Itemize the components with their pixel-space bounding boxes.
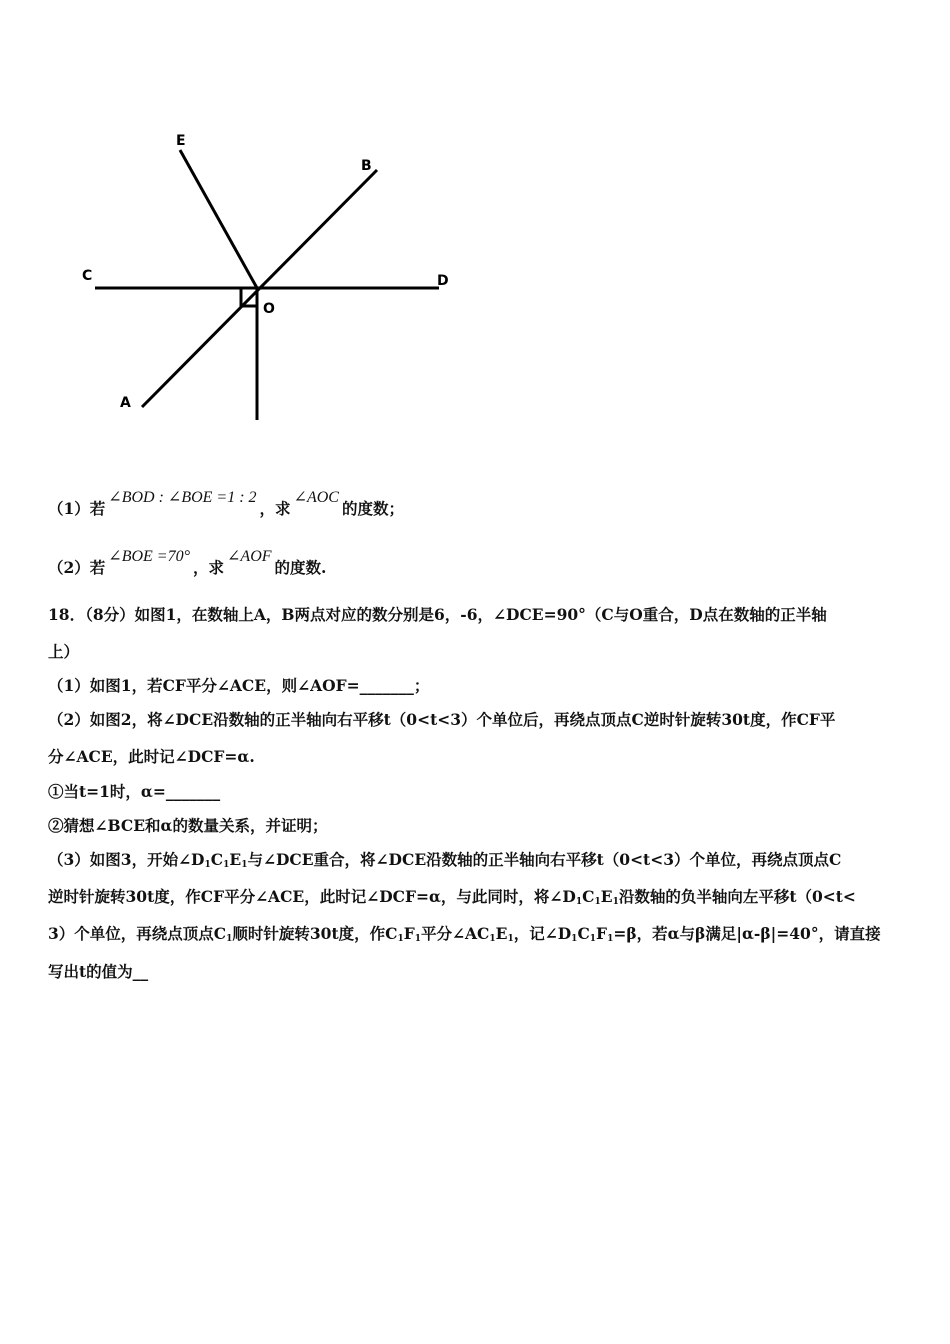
label-c: C [82, 268, 93, 284]
q18-line9-d: 沿数轴的负半轴向左平移t（0<t< [618, 887, 856, 906]
q18-line3: （1）如图1，若CF平分∠ACE，则∠AOF=_______； [48, 676, 430, 695]
q18-line10-h: F [596, 924, 608, 943]
q18-line10-i: =β，若α与β满足|α-β|=40°，请直接 [613, 924, 881, 943]
subscript: 1 [489, 934, 496, 944]
subscript: 1 [594, 897, 601, 907]
q17-part2 [48, 548, 327, 578]
q17-part1-prefix: （1）若 [48, 499, 106, 518]
q17-part1-mid: ，求 [259, 499, 291, 518]
q18-line10-f: ，记∠D [513, 924, 572, 943]
q18-line8-a: （3）如图3，开始∠D [48, 850, 205, 869]
subscript: 1 [575, 897, 583, 907]
subscript: 1 [612, 897, 619, 907]
subscript: 1 [414, 934, 422, 944]
subscript: 1 [589, 934, 597, 944]
label-b: B [361, 158, 372, 174]
label-o: O [263, 301, 275, 317]
q18-line4: （2）如图2，将∠DCE沿数轴的正半轴向右平移t（0<t<3）个单位后，再绕点顶点C逆时针旋转30t度，作CF平 [48, 710, 836, 729]
q17-part1-math1: ∠BOD : ∠BOE =1 : 2 [108, 489, 257, 506]
q17-part2-prefix: （2）若 [48, 558, 106, 577]
q18-line8-d: 与∠DCE重合，将∠DCE沿数轴的正半轴向右平移t（0<t<3）个单位，再绕点顶点C [247, 850, 842, 869]
label-d: D [437, 273, 449, 289]
subscript: 1 [507, 934, 514, 944]
subscript: 1 [241, 860, 248, 870]
q18-line10-b: 顺时针旋转30t度，作C [232, 924, 398, 943]
q18-line1: 18．（8分）如图1，在数轴上A，B两点对应的数分别是6，-6，∠DCE=90°（C与O重合，D点在数轴的正半轴 [48, 605, 827, 624]
subscript: 1 [607, 934, 614, 944]
subscript: 1 [571, 934, 578, 944]
q17-part2-math2: ∠AOF [227, 548, 272, 565]
q18-line8-b: C [210, 850, 224, 869]
subscript: 1 [226, 934, 233, 944]
subscript: 1 [204, 860, 211, 870]
q18-line6: ①当t=1时，α=_______ [48, 782, 221, 801]
q18-line9-b: C [582, 887, 595, 906]
q18-line10-d: 平分∠AC [421, 924, 490, 943]
q18-line10-a: 3）个单位，再绕点顶点C [48, 924, 227, 943]
q18-line9-a: 逆时针旋转30t度，作CF平分∠ACE，此时记∠DCF=α，与此同时，将∠D [48, 887, 576, 906]
q18-line8-c: E [229, 850, 242, 869]
q18-line11: 写出t的值为__ [48, 962, 149, 981]
q17-part1 [48, 489, 404, 519]
q17-part1-math2: ∠AOC [293, 489, 339, 506]
subscript: 1 [397, 934, 404, 944]
q18-line10-g: C [577, 924, 590, 943]
q17-part1-suffix: 的度数； [341, 499, 404, 518]
label-a: A [120, 395, 131, 411]
q17-part2-math1: ∠BOE =70° [108, 548, 190, 565]
q18-line9-c: E [600, 887, 613, 906]
geometry-figure [70, 125, 470, 430]
ray-oe [180, 150, 257, 288]
q18-line10 [48, 922, 881, 944]
subscript: 1 [223, 860, 230, 870]
angle-diagram [70, 125, 470, 430]
q18-line9 [48, 885, 856, 907]
q18-line2: 上） [48, 642, 80, 661]
q18-line5: 分∠ACE，此时记∠DCF=α. [48, 747, 255, 766]
q18-line10-c: F [403, 924, 415, 943]
q17-part2-mid: ，求 [193, 558, 225, 577]
q18-line8 [48, 848, 841, 870]
q17-part2-suffix: 的度数. [274, 558, 327, 577]
label-e: E [176, 133, 186, 149]
q18-line7: ②猜想∠BCE和α的数量关系，并证明； [48, 816, 328, 835]
q18-line10-e: E [495, 924, 508, 943]
